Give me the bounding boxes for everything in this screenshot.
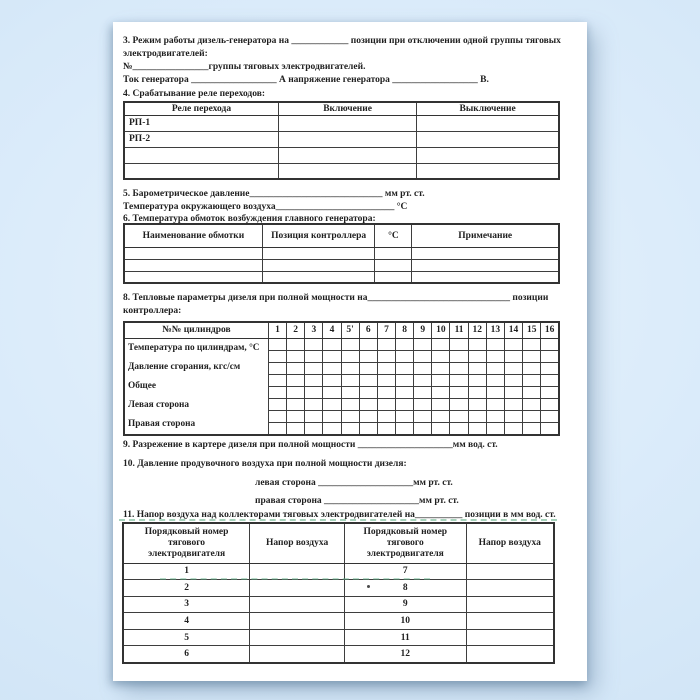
table-cell — [250, 580, 345, 597]
grid-cell — [432, 350, 450, 362]
winding-temperature-table — [123, 223, 560, 284]
grid-cell — [486, 398, 504, 410]
grid-cell — [305, 398, 323, 410]
grid-cell — [486, 410, 504, 422]
grid-cell — [341, 338, 359, 350]
cylinder-number-header: 3 — [305, 322, 323, 338]
column-header: °С — [375, 224, 412, 247]
grid-cell — [305, 386, 323, 398]
table-cell — [262, 247, 375, 259]
table-cell — [278, 131, 416, 147]
grid-cell — [287, 422, 305, 434]
grid-cell — [468, 398, 486, 410]
grid-cell — [468, 350, 486, 362]
grid-cell — [486, 422, 504, 434]
grid-cell — [450, 374, 468, 386]
table-row — [123, 580, 554, 597]
grid-row — [124, 338, 559, 350]
watermark-dashed-line-top — [119, 519, 557, 521]
grid-cell — [341, 374, 359, 386]
grid-cell — [523, 374, 541, 386]
grid-cell — [359, 398, 377, 410]
column-header: Наименование обмотки — [124, 224, 262, 247]
grid-cell — [323, 422, 341, 434]
table-cell — [417, 147, 559, 163]
grid-cell — [450, 422, 468, 434]
grid-cell — [486, 386, 504, 398]
table-cell — [124, 259, 262, 271]
table-cell — [417, 115, 559, 131]
table-cell — [250, 596, 345, 613]
grid-cell — [396, 362, 414, 374]
cylinder-number-header: 7 — [377, 322, 395, 338]
table-cell: РП-1 — [124, 115, 278, 131]
cylinder-number-header: 13 — [486, 322, 504, 338]
table-row — [124, 259, 559, 271]
grid-cell — [432, 362, 450, 374]
grid-cell — [305, 374, 323, 386]
grid-cell — [287, 410, 305, 422]
grid-cell — [414, 398, 432, 410]
section-9-crankcase-vacuum: 9. Разрежение в картере дизеля при полной мощности ____________________мм вод. ст. — [123, 440, 498, 450]
table-cell: 2 — [123, 580, 250, 597]
grid-cell — [504, 410, 522, 422]
grid-cell — [541, 362, 559, 374]
table-row — [124, 115, 559, 131]
grid-cell — [541, 410, 559, 422]
grid-cell — [468, 362, 486, 374]
grid-cell — [523, 338, 541, 350]
column-header: Реле перехода — [124, 102, 278, 115]
grid-cell — [377, 338, 395, 350]
parameter-label: Давление сгорания, кгс/см — [128, 362, 241, 372]
grid-cell — [450, 410, 468, 422]
grid-cell — [504, 350, 522, 362]
table-cell — [412, 271, 559, 283]
grid-cell — [287, 374, 305, 386]
grid-cell — [268, 386, 286, 398]
table-cell — [466, 646, 554, 663]
table-row — [124, 163, 559, 179]
table-cell: 4 — [123, 613, 250, 630]
grid-cell — [504, 362, 522, 374]
table-cell: 1 — [123, 563, 250, 580]
column-header: Включение — [278, 102, 416, 115]
column-header: Порядковый номер тягового электродвигателя — [123, 523, 250, 563]
grid-cell — [323, 410, 341, 422]
grid-cell — [504, 374, 522, 386]
parameter-labels-cell — [124, 338, 268, 435]
table-cell — [466, 613, 554, 630]
grid-cell — [468, 386, 486, 398]
table-cell — [375, 247, 412, 259]
grid-cell — [396, 374, 414, 386]
parameter-label: Левая сторона — [128, 400, 190, 410]
grid-cell — [377, 410, 395, 422]
grid-cell — [341, 410, 359, 422]
grid-cell — [359, 338, 377, 350]
column-header: Примечание — [412, 224, 559, 247]
parameter-label: Общее — [128, 381, 156, 391]
section-10-right-side: правая сторона ____________________мм рт. ст. — [255, 495, 459, 506]
table-cell — [466, 596, 554, 613]
grid-cell — [287, 338, 305, 350]
document-page — [113, 22, 587, 681]
grid-cell — [377, 362, 395, 374]
grid-cell — [359, 362, 377, 374]
grid-cell — [541, 350, 559, 362]
grid-cell — [377, 398, 395, 410]
cylinder-number-header: 9 — [414, 322, 432, 338]
table-row — [124, 271, 559, 283]
table-cell: 12 — [345, 646, 467, 663]
grid-cell — [396, 422, 414, 434]
grid-cell — [359, 350, 377, 362]
grid-cell — [432, 410, 450, 422]
grid-cell — [341, 362, 359, 374]
table-cell — [262, 271, 375, 283]
grid-cell — [396, 338, 414, 350]
grid-cell — [486, 350, 504, 362]
section-8-thermal-parameters — [123, 292, 560, 318]
table-cell — [124, 163, 278, 179]
table-cell: 7 — [345, 563, 467, 580]
grid-cell — [468, 338, 486, 350]
grid-cell — [523, 362, 541, 374]
grid-cell — [396, 350, 414, 362]
table-cell: 9 — [345, 596, 467, 613]
grid-cell — [432, 398, 450, 410]
table-row — [124, 131, 559, 147]
table-cell — [412, 247, 559, 259]
grid-cell — [432, 386, 450, 398]
grid-cell — [414, 350, 432, 362]
grid-cell — [359, 374, 377, 386]
watermark-dot — [367, 585, 370, 588]
grid-cell — [287, 386, 305, 398]
section-5-line-1: 5. Барометрическое давление____________________________ мм рт. ст. — [123, 189, 425, 199]
grid-cell — [323, 386, 341, 398]
grid-cell — [341, 398, 359, 410]
grid-cell — [268, 338, 286, 350]
table-cell — [417, 163, 559, 179]
table-cell — [375, 271, 412, 283]
grid-cell — [432, 422, 450, 434]
table-cell: 6 — [123, 646, 250, 663]
section-3-generator-mode — [123, 35, 560, 87]
grid-cell — [268, 410, 286, 422]
grid-cell — [268, 362, 286, 374]
grid-cell — [323, 398, 341, 410]
parameter-label: Правая сторона — [128, 419, 196, 429]
grid-cell — [268, 350, 286, 362]
cylinder-number-header: 8 — [396, 322, 414, 338]
grid-cell — [268, 398, 286, 410]
grid-cell — [268, 374, 286, 386]
grid-cell — [541, 386, 559, 398]
grid-cell — [305, 350, 323, 362]
grid-cell — [486, 362, 504, 374]
cylinder-parameters-table — [123, 321, 560, 436]
grid-cell — [323, 350, 341, 362]
cylinder-corner-header: №№ цилиндров — [124, 322, 268, 338]
grid-cell — [396, 410, 414, 422]
grid-cell — [305, 338, 323, 350]
column-header: Порядковый номер тягового электродвигателя — [345, 523, 467, 563]
table-cell — [466, 580, 554, 597]
section-11-title: 11. Напор воздуха над коллекторами тяговых электродвигателей на__________ позиции в мм вод. ст. — [123, 510, 556, 520]
section-5-pressure-temperature — [123, 188, 560, 214]
grid-cell — [396, 386, 414, 398]
table-cell: 5 — [123, 629, 250, 646]
table-cell — [124, 147, 278, 163]
table-cell: 11 — [345, 629, 467, 646]
grid-cell — [504, 386, 522, 398]
section-3-line-3: №________________группы тяговых электродвигателей. — [123, 62, 366, 72]
cylinder-number-header: 4 — [323, 322, 341, 338]
section-6-title: 6. Температура обмоток возбуждения главного генератора: — [123, 214, 376, 224]
table-cell — [250, 629, 345, 646]
grid-cell — [396, 398, 414, 410]
cylinder-number-header: 11 — [450, 322, 468, 338]
cylinder-number-header: 1 — [268, 322, 286, 338]
watermark-dashed-line-row — [160, 578, 430, 580]
grid-cell — [541, 398, 559, 410]
section-10-sides — [255, 475, 587, 510]
column-header: Позиция контроллера — [262, 224, 375, 247]
grid-cell — [305, 362, 323, 374]
grid-cell — [287, 398, 305, 410]
table-cell — [124, 271, 262, 283]
table-row — [123, 596, 554, 613]
parameter-label: Температура по цилиндрам, °С — [128, 343, 260, 353]
grid-cell — [523, 422, 541, 434]
grid-cell — [486, 338, 504, 350]
table-cell — [278, 115, 416, 131]
grid-cell — [432, 338, 450, 350]
grid-cell — [541, 422, 559, 434]
table-cell — [262, 259, 375, 271]
table-cell: 10 — [345, 613, 467, 630]
table-cell — [250, 646, 345, 663]
table-cell — [375, 259, 412, 271]
table-cell — [250, 613, 345, 630]
table-cell: 3 — [123, 596, 250, 613]
table-row — [123, 646, 554, 663]
table-cell — [124, 247, 262, 259]
grid-cell — [504, 422, 522, 434]
grid-cell — [486, 374, 504, 386]
grid-cell — [377, 350, 395, 362]
grid-cell — [359, 410, 377, 422]
grid-cell — [323, 338, 341, 350]
grid-cell — [450, 350, 468, 362]
cylinder-number-header: 12 — [468, 322, 486, 338]
table-row — [124, 147, 559, 163]
grid-cell — [323, 374, 341, 386]
cylinder-number-header: 10 — [432, 322, 450, 338]
table-cell — [466, 629, 554, 646]
grid-cell — [468, 410, 486, 422]
section-10-left-side: левая сторона ____________________мм рт. ст. — [255, 478, 453, 488]
grid-cell — [341, 350, 359, 362]
section-3-line-1: 3. Режим работы дизель-генератора на ____________ позиции при отключении одной группы тяговых — [123, 36, 561, 46]
grid-cell — [268, 422, 286, 434]
grid-cell — [359, 386, 377, 398]
table-cell — [278, 163, 416, 179]
grid-cell — [377, 422, 395, 434]
column-header: Напор воздуха — [466, 523, 554, 563]
grid-cell — [541, 374, 559, 386]
table-cell — [412, 259, 559, 271]
grid-cell — [504, 338, 522, 350]
table-cell — [417, 131, 559, 147]
table-cell: РП-2 — [124, 131, 278, 147]
table-row — [123, 613, 554, 630]
grid-cell — [305, 422, 323, 434]
grid-cell — [523, 398, 541, 410]
grid-cell — [468, 422, 486, 434]
table-row — [123, 629, 554, 646]
table-cell — [466, 563, 554, 580]
grid-cell — [377, 386, 395, 398]
grid-cell — [468, 374, 486, 386]
motor-air-head-table — [122, 522, 555, 664]
grid-cell — [305, 410, 323, 422]
table-row — [124, 247, 559, 259]
cylinder-number-header: 5' — [341, 322, 359, 338]
section-8-line-2: контроллера: — [123, 306, 182, 316]
section-10-title: 10. Давление продувочного воздуха при полной мощности дизеля: — [123, 459, 407, 469]
grid-cell — [450, 386, 468, 398]
section-4-title: 4. Срабатывание реле переходов: — [123, 89, 266, 99]
grid-cell — [359, 422, 377, 434]
grid-cell — [504, 398, 522, 410]
grid-cell — [523, 410, 541, 422]
grid-cell — [414, 410, 432, 422]
grid-cell — [377, 374, 395, 386]
section-3-line-4: Ток генератора __________________ А напряжение генератора __________________ В. — [123, 75, 489, 85]
grid-cell — [450, 362, 468, 374]
cylinder-number-header: 16 — [541, 322, 559, 338]
cylinder-number-header: 14 — [504, 322, 522, 338]
grid-cell — [432, 374, 450, 386]
grid-cell — [414, 386, 432, 398]
grid-cell — [523, 386, 541, 398]
grid-cell — [287, 362, 305, 374]
cylinder-number-header: 6 — [359, 322, 377, 338]
grid-cell — [287, 350, 305, 362]
grid-cell — [414, 422, 432, 434]
section-5-line-2: Температура окружающего воздуха_________________________ °С — [123, 202, 408, 212]
cylinder-number-header: 15 — [523, 322, 541, 338]
grid-cell — [323, 362, 341, 374]
column-header: Напор воздуха — [250, 523, 345, 563]
column-header: Выключение — [417, 102, 559, 115]
grid-cell — [523, 350, 541, 362]
grid-cell — [414, 374, 432, 386]
relay-transition-table — [123, 101, 560, 180]
grid-cell — [414, 362, 432, 374]
section-8-line-1: 8. Тепловые параметры дизеля при полной мощности на______________________________ позиции — [123, 293, 549, 303]
cylinder-number-header: 2 — [287, 322, 305, 338]
grid-cell — [414, 338, 432, 350]
grid-cell — [450, 398, 468, 410]
grid-cell — [450, 338, 468, 350]
table-cell: 8 — [345, 580, 467, 597]
section-3-line-2: электродвигателей: — [123, 49, 208, 59]
table-cell — [278, 147, 416, 163]
grid-cell — [341, 386, 359, 398]
grid-cell — [341, 422, 359, 434]
grid-cell — [541, 338, 559, 350]
